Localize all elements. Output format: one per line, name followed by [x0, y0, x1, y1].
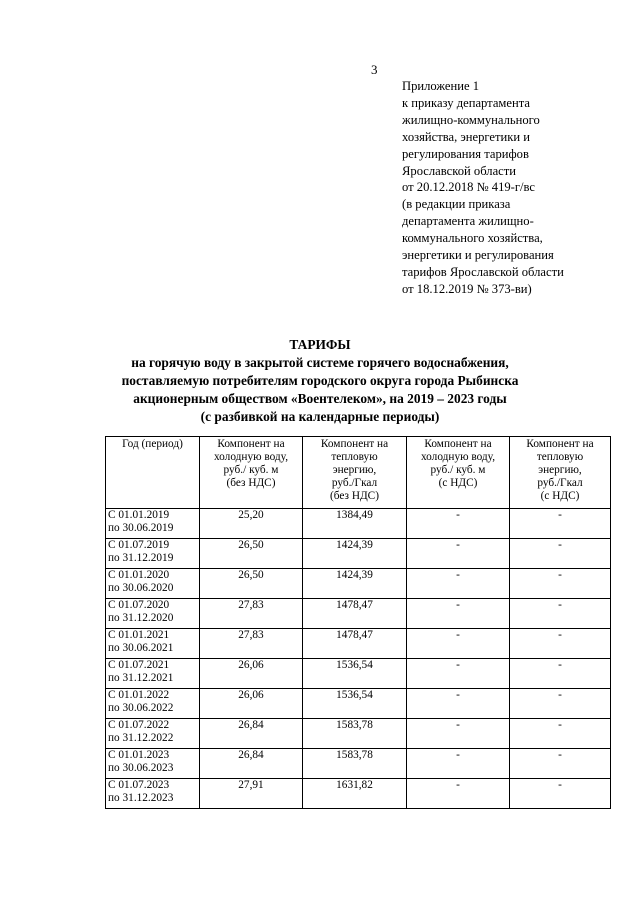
heat-vat-cell: -	[510, 569, 611, 599]
period-to: по 31.12.2023	[108, 792, 174, 804]
cold-cell: 27,83	[200, 599, 303, 629]
title-heading: ТАРИФЫ	[289, 337, 351, 352]
period-to: по 30.06.2023	[108, 762, 174, 774]
column-header	[510, 437, 611, 509]
period-to: по 31.12.2021	[108, 672, 174, 684]
table-row	[106, 689, 611, 719]
period-from: С 01.01.2023	[108, 749, 170, 761]
column-header-line: руб./Гкал	[537, 477, 583, 489]
period-from: С 01.07.2020	[108, 599, 170, 611]
column-header	[303, 437, 407, 509]
heat-cell: 1536,54	[303, 689, 407, 719]
heat-vat-cell: -	[510, 749, 611, 779]
cold-vat-cell: -	[407, 749, 510, 779]
column-header-line: Компонент на	[526, 438, 594, 450]
heat-cell: 1478,47	[303, 629, 407, 659]
period-cell	[106, 629, 200, 659]
heat-vat-cell: -	[510, 599, 611, 629]
document-title	[0, 336, 640, 426]
cold-cell: 27,91	[200, 779, 303, 809]
period-cell	[106, 599, 200, 629]
appendix-line: хозяйства, энергетики и	[402, 129, 530, 144]
period-cell	[106, 689, 200, 719]
cold-vat-cell: -	[407, 629, 510, 659]
column-header-line: Компонент на	[217, 438, 285, 450]
title-line: акционерным обществом «Воентелеком», на 2019 – 2023 годы	[133, 391, 507, 406]
period-to: по 30.06.2019	[108, 522, 174, 534]
column-header	[200, 437, 303, 509]
column-header-line: энергию,	[538, 464, 582, 476]
table-body	[106, 509, 611, 809]
cold-vat-cell: -	[407, 539, 510, 569]
appendix-line: жилищно-коммунального	[402, 112, 540, 127]
heat-vat-cell: -	[510, 659, 611, 689]
period-to: по 31.12.2020	[108, 612, 174, 624]
heat-vat-cell: -	[510, 539, 611, 569]
column-header-line: руб./ куб. м	[223, 464, 279, 476]
period-cell	[106, 509, 200, 539]
heat-cell: 1424,39	[303, 569, 407, 599]
heat-vat-cell: -	[510, 779, 611, 809]
period-to: по 31.12.2022	[108, 732, 174, 744]
table-row	[106, 659, 611, 689]
table-header-row	[106, 437, 611, 509]
column-header-line: Компонент на	[320, 438, 389, 450]
period-from: С 01.01.2021	[108, 629, 170, 641]
title-line: на горячую воду в закрытой системе горячего водоснабжения,	[131, 355, 509, 370]
appendix-line: тарифов Ярославской области	[402, 264, 564, 279]
period-from: С 01.07.2022	[108, 719, 170, 731]
cold-cell: 26,06	[200, 689, 303, 719]
table-row	[106, 719, 611, 749]
period-cell	[106, 539, 200, 569]
appendix-line: Ярославской области	[402, 163, 516, 178]
column-header-line: холодную воду,	[420, 451, 496, 463]
period-cell	[106, 719, 200, 749]
table-row	[106, 569, 611, 599]
appendix-line: регулирования тарифов	[402, 146, 529, 161]
column-header	[106, 437, 200, 509]
cold-cell: 26,84	[200, 719, 303, 749]
heat-cell: 1424,39	[303, 539, 407, 569]
table-row	[106, 629, 611, 659]
table-row	[106, 779, 611, 809]
heat-cell: 1536,54	[303, 659, 407, 689]
period-cell	[106, 659, 200, 689]
period-from: С 01.07.2021	[108, 659, 170, 671]
column-header-line: руб./Гкал	[331, 477, 378, 489]
column-header-line: руб./ куб. м	[430, 464, 486, 476]
title-line: (с разбивкой на календарные периоды)	[200, 409, 440, 424]
column-header-line: холодную воду,	[213, 451, 289, 463]
appendix-line: Приложение 1	[402, 79, 480, 93]
appendix-reference	[402, 78, 632, 298]
period-cell	[106, 749, 200, 779]
heat-cell: 1583,78	[303, 749, 407, 779]
period-to: по 31.12.2019	[108, 552, 174, 564]
appendix-line: коммунального хозяйства,	[402, 231, 543, 246]
period-cell	[106, 569, 200, 599]
heat-cell: 1478,47	[303, 599, 407, 629]
appendix-line: к приказу департамента	[402, 95, 530, 110]
appendix-line: энергетики и регулирования	[402, 248, 554, 263]
column-header-line: Год (период)	[122, 438, 183, 450]
heat-vat-cell: -	[510, 509, 611, 539]
cold-vat-cell: -	[407, 779, 510, 809]
column-header-line: тепловую	[536, 451, 584, 463]
cold-vat-cell: -	[407, 599, 510, 629]
cold-cell: 25,20	[200, 509, 303, 539]
heat-vat-cell: -	[510, 689, 611, 719]
column-header-line: Компонент на	[424, 438, 492, 450]
period-from: С 01.01.2022	[108, 689, 170, 701]
column-header-line: (с НДС)	[438, 477, 478, 489]
period-cell	[106, 779, 200, 809]
column-header-line: (без НДС)	[330, 490, 379, 502]
cold-vat-cell: -	[407, 659, 510, 689]
period-from: С 01.01.2020	[108, 569, 170, 581]
table-row	[106, 749, 611, 779]
cold-cell: 26,06	[200, 659, 303, 689]
appendix-line: от 18.12.2019 № 373-ви)	[402, 281, 532, 296]
table-row	[106, 539, 611, 569]
cold-cell: 27,83	[200, 629, 303, 659]
period-to: по 30.06.2020	[108, 582, 174, 594]
period-to: по 30.06.2022	[108, 702, 174, 714]
table-row	[106, 599, 611, 629]
heat-cell: 1631,82	[303, 779, 407, 809]
column-header-line: тепловую	[331, 451, 378, 463]
title-line: поставляемую потребителям городского округа города Рыбинска	[121, 373, 519, 388]
column-header-line: (с НДС)	[540, 490, 580, 502]
appendix-line: департамента жилищно-	[402, 214, 534, 229]
table-row	[106, 509, 611, 539]
period-from: С 01.01.2019	[108, 509, 170, 521]
column-header-line: энергию,	[332, 464, 377, 476]
cold-cell: 26,50	[200, 539, 303, 569]
page-number: 3	[371, 62, 378, 77]
cold-cell: 26,50	[200, 569, 303, 599]
cold-vat-cell: -	[407, 569, 510, 599]
heat-vat-cell: -	[510, 629, 611, 659]
tariffs-table	[105, 436, 611, 809]
cold-vat-cell: -	[407, 509, 510, 539]
heat-cell: 1583,78	[303, 719, 407, 749]
appendix-line: от 20.12.2018 № 419-г/вс	[402, 180, 535, 195]
period-from: С 01.07.2019	[108, 539, 170, 551]
cold-vat-cell: -	[407, 689, 510, 719]
period-to: по 30.06.2021	[108, 642, 174, 654]
column-header	[407, 437, 510, 509]
cold-vat-cell: -	[407, 719, 510, 749]
heat-vat-cell: -	[510, 719, 611, 749]
cold-cell: 26,84	[200, 749, 303, 779]
period-from: С 01.07.2023	[108, 779, 170, 791]
heat-cell: 1384,49	[303, 509, 407, 539]
appendix-line: (в редакции приказа	[402, 197, 511, 212]
column-header-line: (без НДС)	[226, 477, 276, 489]
